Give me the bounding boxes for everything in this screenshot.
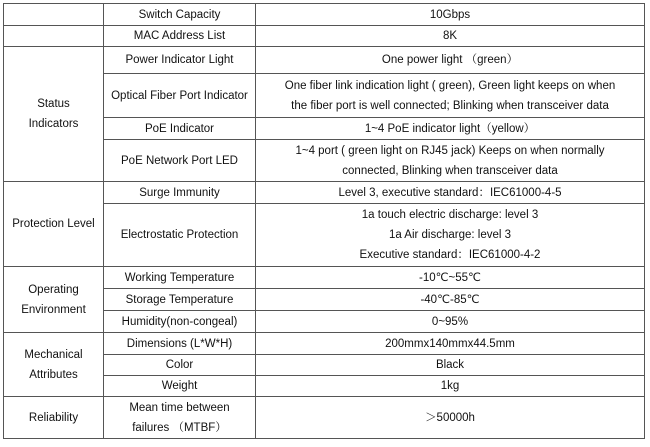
value-switch-capacity: 10Gbps <box>256 4 645 26</box>
row-power-indicator <box>4 47 645 74</box>
value-esd-line1: 1a touch electric discharge: level 3 <box>361 209 539 221</box>
label-power-indicator: Power Indicator Light <box>104 47 256 74</box>
category-mechanical-attributes <box>4 333 104 397</box>
value-esd-line2: 1a Air discharge: level 3 <box>388 229 512 241</box>
label-poe-port-led: PoE Network Port LED <box>104 140 256 182</box>
category-operating-line2: Environment <box>21 303 86 316</box>
label-working-temperature: Working Temperature <box>104 267 256 289</box>
row-surge-immunity <box>4 182 645 204</box>
row-mac-address-list <box>4 26 645 47</box>
category-protection-level: Protection Level <box>4 182 104 267</box>
label-surge-immunity: Surge Immunity <box>104 182 256 204</box>
value-working-temperature: -10℃~55℃ <box>256 267 645 289</box>
label-weight: Weight <box>104 376 256 397</box>
value-poe-port-led <box>256 140 645 182</box>
label-mtbf-line2: failures （MTBF） <box>132 421 227 434</box>
value-weight: 1kg <box>256 376 645 397</box>
label-electrostatic-protection: Electrostatic Protection <box>104 204 256 267</box>
category-status-line2: Indicators <box>28 118 79 130</box>
value-power-indicator: One power light （green） <box>256 47 645 74</box>
label-dimensions: Dimensions (L*W*H) <box>104 333 256 355</box>
category-reliability: Reliability <box>4 397 104 439</box>
value-poe-indicator: 1~4 PoE indicator light（yellow） <box>256 118 645 140</box>
value-electrostatic-protection <box>256 204 645 267</box>
value-optical-line1: One fiber link indication light ( green), Green light keeps on when <box>284 79 616 92</box>
category-status-indicators <box>4 47 104 182</box>
value-esd-line3: Executive standard：IEC61000-4-2 <box>359 249 541 261</box>
category-mechanical-line2: Attributes <box>29 368 78 381</box>
row-mtbf <box>4 397 645 439</box>
category-operating-line1: Operating <box>28 283 79 296</box>
label-humidity: Humidity(non-congeal) <box>104 311 256 333</box>
category-empty <box>4 4 104 26</box>
label-color: Color <box>104 355 256 376</box>
value-color: Black <box>256 355 645 376</box>
label-optical-fiber-indicator: Optical Fiber Port Indicator <box>104 74 256 118</box>
value-poe-led-line2: connected, Blinking when transceiver data <box>342 164 558 177</box>
value-poe-led-line1: 1~4 port ( green light on RJ45 jack) Keeps on when normally <box>295 144 605 157</box>
value-humidity: 0~95% <box>256 311 645 333</box>
value-optical-line2: the fiber port is well connected; Blinking when transceiver data <box>291 99 609 112</box>
label-mac-address-list: MAC Address List <box>104 26 256 47</box>
row-switch-capacity <box>4 4 645 26</box>
label-poe-indicator: PoE Indicator <box>104 118 256 140</box>
value-storage-temperature: -40℃-85℃ <box>256 289 645 311</box>
label-mtbf-line1: Mean time between <box>129 401 230 414</box>
value-optical-fiber-indicator <box>256 74 645 118</box>
row-working-temperature <box>4 267 645 289</box>
label-switch-capacity: Switch Capacity <box>104 4 256 26</box>
spec-table <box>3 3 645 439</box>
label-storage-temperature: Storage Temperature <box>104 289 256 311</box>
category-status-line1: Status <box>37 98 70 110</box>
label-mtbf <box>104 397 256 439</box>
value-mtbf: ＞50000h <box>256 397 645 439</box>
row-dimensions <box>4 333 645 355</box>
category-empty <box>4 26 104 47</box>
value-mac-address-list: 8K <box>256 26 645 47</box>
category-mechanical-line1: Mechanical <box>24 348 83 361</box>
category-operating-environment <box>4 267 104 333</box>
value-dimensions: 200mmx140mmx44.5mm <box>256 333 645 355</box>
value-surge-immunity: Level 3, executive standard：IEC61000-4-5 <box>256 182 645 204</box>
